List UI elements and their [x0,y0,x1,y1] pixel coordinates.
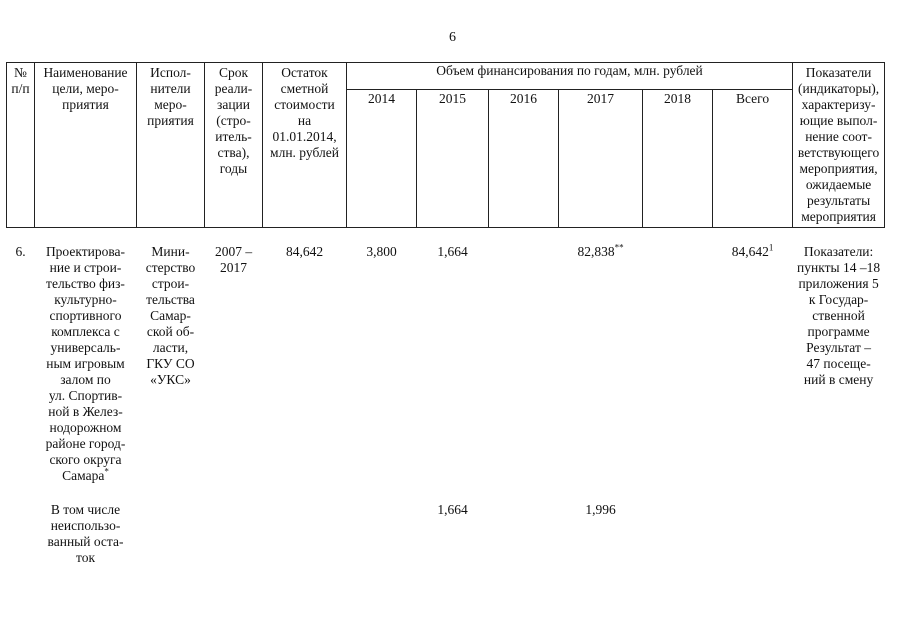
header-remaining-cost: Остаток сметной стоимости на 01.01.2014, млн. рублей [263,63,347,228]
row-indicators: Показатели: пункты 14 –18 приложения 5 к Государ- ственной программе Результат – 47 посеще- ний в смену [797,244,881,387]
footnote-mark: ** [614,242,624,253]
row-name: В том числе неиспользо- ванный оста- ток [47,502,124,565]
header-name: Наименование цели, меро- приятия [35,63,137,228]
row-executors: Мини- стерство строи- тельства Самар- ской об- ласти, ГКУ СО «УКС» [145,244,196,387]
row-total: 84,642$^1$ [731,242,774,259]
header-executors: Испол- нители меро- приятия [137,63,205,228]
header-financing-group: Объем финансирования по годам, млн. рублей [347,63,793,90]
row-remaining-cost: 84,642 [285,244,324,259]
header-total: Всего [713,90,793,228]
header-term: Срок реали- зации (стро- итель- ства), годы [205,63,263,228]
row-year-2017: 1,996 [585,502,616,517]
page-number: 6 [449,30,456,45]
row-term: 2007 – 2017 [214,244,253,275]
header-year-2018: 2018 [643,90,713,228]
row-name: Проектирова- ние и строи- тельство физ- культурно- спортивного комплекса с универсаль- ным игровым залом по ул. Спортив- ной в Желез- нодорожном районе город- ского округа Самара* [45,244,126,483]
table-row [7,500,885,568]
header-year-2015: 2015 [417,90,489,228]
row-year-2015: 1,664 [437,502,468,517]
row-year-2014: 3,800 [366,244,397,259]
header-indicators: Показатели (индикаторы), характеризу- ющие выпол- нение соот- ветствующего мероприятия, ожидаемые результаты мероприятия [793,63,885,228]
row-year-2017: 82,838** [577,242,624,259]
row-number: 6. [15,244,26,259]
row-year-2018 [643,242,713,486]
header-year-2014: 2014 [347,90,417,228]
header-year-2017: 2017 [559,90,643,228]
table-row [7,242,885,486]
header-year-2016: 2016 [489,90,559,228]
row-year-2016 [489,242,559,486]
footnote-mark: 1 [768,242,774,253]
footnote-mark: * [104,466,109,477]
row-year-2015: 1,664 [437,244,468,259]
financing-table [6,62,885,568]
header-no: № п/п [7,63,35,228]
